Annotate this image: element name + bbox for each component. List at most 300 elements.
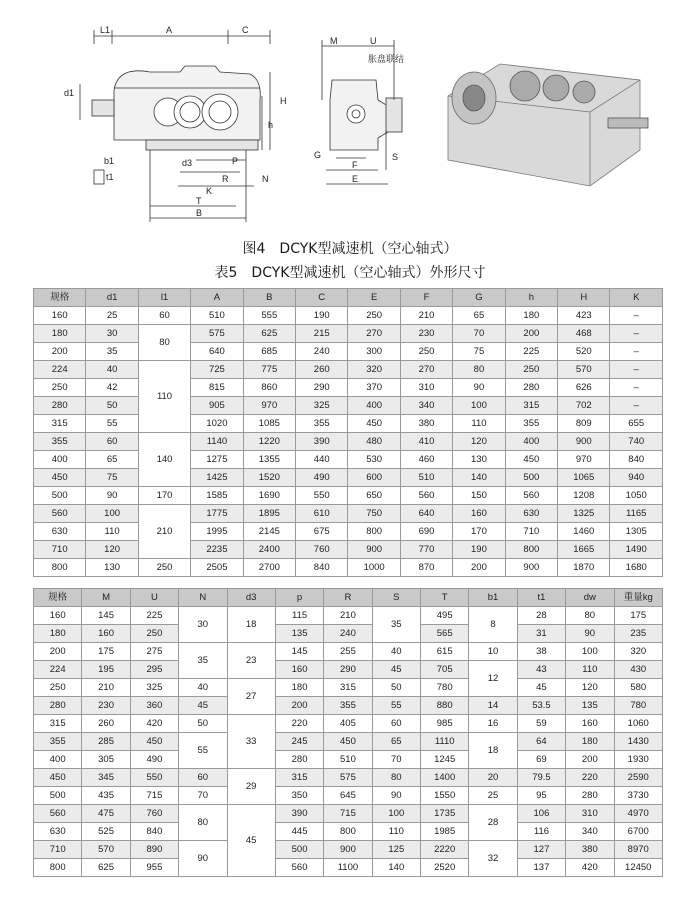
table-row	[34, 787, 663, 805]
table-cell: 16	[469, 715, 517, 733]
table-cell: 250	[130, 625, 178, 643]
table-cell: 500	[34, 787, 82, 805]
table-cell: 290	[296, 379, 348, 397]
table-row	[34, 859, 663, 877]
table-cell: 190	[296, 307, 348, 325]
table-cell: 490	[296, 469, 348, 487]
table-cell: 400	[505, 433, 557, 451]
table-cell: 160	[34, 607, 82, 625]
table-cell: 780	[421, 679, 469, 697]
table-cell: 60	[179, 769, 227, 787]
table-cell: 615	[421, 643, 469, 661]
table-cell: 70	[453, 325, 505, 343]
table-cell: 200	[566, 751, 614, 769]
table-cell: 65	[372, 733, 420, 751]
table-cell: 550	[296, 487, 348, 505]
table-cell: 460	[400, 451, 452, 469]
table-cell: 116	[517, 823, 565, 841]
table-cell: 130	[86, 559, 138, 577]
table-cell: 160	[453, 505, 505, 523]
table-cell: 31	[517, 625, 565, 643]
table-row	[34, 607, 663, 625]
table-cell: 355	[324, 697, 372, 715]
table-cell: 110	[372, 823, 420, 841]
table-cell: –	[610, 343, 663, 361]
table-cell: 430	[614, 661, 663, 679]
gearbox-3d-image	[448, 64, 648, 186]
table-cell: 840	[296, 559, 348, 577]
table-row	[34, 541, 663, 559]
table-cell: 760	[130, 805, 178, 823]
svg-text:E: E	[352, 174, 359, 184]
table-cell: 1305	[610, 523, 663, 541]
table-row	[34, 307, 663, 325]
table-cell: 315	[34, 715, 82, 733]
table-cell: 18	[227, 607, 275, 643]
table-cell: 510	[400, 469, 452, 487]
table-cell: 355	[296, 415, 348, 433]
table-cell: 190	[453, 541, 505, 559]
table-cell: 325	[296, 397, 348, 415]
table-cell: 340	[566, 823, 614, 841]
table-cell: 230	[82, 697, 130, 715]
table-cell: 860	[243, 379, 295, 397]
table-cell: 390	[296, 433, 348, 451]
table-cell: 1425	[191, 469, 243, 487]
table-cell: 640	[400, 505, 452, 523]
table-cell: 770	[400, 541, 452, 559]
table-cell: 320	[348, 361, 400, 379]
table-cell: 315	[324, 679, 372, 697]
table-cell: 310	[566, 805, 614, 823]
table-cell: 610	[296, 505, 348, 523]
table-cell: 32	[469, 841, 517, 877]
table-cell: 1985	[421, 823, 469, 841]
table-cell: 970	[243, 397, 295, 415]
table-cell: 760	[296, 541, 348, 559]
table-cell: 550	[130, 769, 178, 787]
table-cell: 300	[348, 343, 400, 361]
table-cell: 510	[324, 751, 372, 769]
table-cell: 650	[348, 487, 400, 505]
table-cell: 475	[82, 805, 130, 823]
table-header: E	[348, 289, 400, 307]
table-cell: 250	[505, 361, 557, 379]
table-cell: 140	[453, 469, 505, 487]
table-cell: 1220	[243, 433, 295, 451]
table-row	[34, 715, 663, 733]
table-cell: 35	[86, 343, 138, 361]
table-cell: 400	[348, 397, 400, 415]
table-cell: 1165	[610, 505, 663, 523]
table-cell: 1665	[558, 541, 610, 559]
table-cell: 79.5	[517, 769, 565, 787]
table-row	[34, 397, 663, 415]
table-cell: 570	[82, 841, 130, 859]
table-header: F	[400, 289, 452, 307]
table-row	[34, 643, 663, 661]
table-cell: 2235	[191, 541, 243, 559]
table-cell: 2520	[421, 859, 469, 877]
table-cell: 625	[82, 859, 130, 877]
table-cell: 4970	[614, 805, 663, 823]
table-cell: 235	[614, 625, 663, 643]
table-header: l1	[138, 289, 190, 307]
table-cell: 900	[505, 559, 557, 577]
table-cell: 43	[517, 661, 565, 679]
table-row	[34, 805, 663, 823]
table-cell: 38	[517, 643, 565, 661]
table-row	[34, 379, 663, 397]
table-cell: 140	[372, 859, 420, 877]
table-cell: 315	[34, 415, 86, 433]
table-row	[34, 415, 663, 433]
table-cell: 630	[34, 523, 86, 541]
table-header: 规格	[34, 289, 86, 307]
table-cell: 137	[517, 859, 565, 877]
table-cell: 200	[34, 343, 86, 361]
table-cell: 630	[505, 505, 557, 523]
table-cell: 1430	[614, 733, 663, 751]
table-cell: 740	[610, 433, 663, 451]
table-cell: 1995	[191, 523, 243, 541]
table-row	[34, 559, 663, 577]
table-cell: 80	[453, 361, 505, 379]
table-cell: 40	[372, 643, 420, 661]
table-cell: 80	[179, 805, 227, 841]
table-cell: 245	[275, 733, 323, 751]
table-cell: 28	[469, 805, 517, 841]
table-cell: 8	[469, 607, 517, 643]
table-header: R	[324, 589, 372, 607]
table-row	[34, 679, 663, 697]
table-row	[34, 361, 663, 379]
table-header: M	[82, 589, 130, 607]
svg-text:t1: t1	[106, 172, 114, 182]
svg-text:A: A	[166, 25, 173, 35]
table-cell: 240	[296, 343, 348, 361]
table-cell: 210	[400, 307, 452, 325]
table-row	[34, 751, 663, 769]
table-cell: 80	[566, 607, 614, 625]
table-cell: 75	[86, 469, 138, 487]
table-cell: 90	[179, 841, 227, 877]
table-cell: 14	[469, 697, 517, 715]
table-cell: –	[610, 379, 663, 397]
table-cell: 510	[191, 307, 243, 325]
table-cell: 1735	[421, 805, 469, 823]
table-cell: 110	[453, 415, 505, 433]
table-cell: 25	[469, 787, 517, 805]
table-cell: 420	[130, 715, 178, 733]
table-row	[34, 769, 663, 787]
table-cell: 270	[400, 361, 452, 379]
table-cell: 130	[453, 451, 505, 469]
table-cell: 355	[34, 433, 86, 451]
table-cell: 200	[505, 325, 557, 343]
table-cell: 6700	[614, 823, 663, 841]
table-cell: 520	[558, 343, 610, 361]
table-cell: 710	[34, 841, 82, 859]
table-cell: 59	[517, 715, 565, 733]
table-header: H	[558, 289, 610, 307]
table-cell: 468	[558, 325, 610, 343]
table-header: N	[179, 589, 227, 607]
table-cell: 715	[130, 787, 178, 805]
table-cell: 135	[275, 625, 323, 643]
table-cell: 45	[227, 805, 275, 877]
table-cell: 28	[517, 607, 565, 625]
svg-text:H: H	[280, 96, 287, 106]
svg-text:S: S	[392, 152, 399, 162]
dimension-table-1	[33, 288, 663, 577]
table-cell: 170	[453, 523, 505, 541]
table-cell: 60	[86, 433, 138, 451]
table-cell: 160	[275, 661, 323, 679]
table-cell: 100	[453, 397, 505, 415]
table-cell: 220	[566, 769, 614, 787]
svg-text:G: G	[314, 150, 322, 160]
table-cell: 30	[86, 325, 138, 343]
table-cell: 50	[179, 715, 227, 733]
table-cell: 1208	[558, 487, 610, 505]
table-cell: 12	[469, 661, 517, 697]
table-header: C	[296, 289, 348, 307]
table-cell: 135	[566, 697, 614, 715]
table-cell: 800	[505, 541, 557, 559]
table-cell: 2145	[243, 523, 295, 541]
table-cell: 1460	[558, 523, 610, 541]
table-cell: 800	[348, 523, 400, 541]
table-cell: 180	[505, 307, 557, 325]
table-cell: 840	[130, 823, 178, 841]
table-cell: 1100	[324, 859, 372, 877]
table-cell: 70	[372, 751, 420, 769]
table-cell: 160	[82, 625, 130, 643]
table-cell: 220	[275, 715, 323, 733]
table-cell: 555	[243, 307, 295, 325]
table-cell: 725	[191, 361, 243, 379]
svg-text:R: R	[222, 174, 229, 184]
table-cell: 630	[34, 823, 82, 841]
table-cell: 1585	[191, 487, 243, 505]
table-cell: 45	[179, 697, 227, 715]
table-cell: 35	[179, 643, 227, 679]
table-row	[34, 823, 663, 841]
table-cell: 90	[453, 379, 505, 397]
table-cell: 750	[348, 505, 400, 523]
svg-text:L1: L1	[100, 25, 111, 35]
table-cell: 225	[130, 607, 178, 625]
table-cell: 100	[566, 643, 614, 661]
table-cell: 450	[130, 733, 178, 751]
table-cell: 295	[130, 661, 178, 679]
table-cell: 1930	[614, 751, 663, 769]
table-cell: 106	[517, 805, 565, 823]
table-header: A	[191, 289, 243, 307]
table-cell: 45	[372, 661, 420, 679]
coupling-label: 胀盘联结	[368, 54, 405, 64]
table-cell: 1050	[610, 487, 663, 505]
table-cell: 940	[610, 469, 663, 487]
table-cell: 355	[34, 733, 82, 751]
table-cell: 315	[505, 397, 557, 415]
table-cell: 970	[558, 451, 610, 469]
svg-text:T: T	[196, 196, 202, 206]
table-row	[34, 505, 663, 523]
table-cell: 290	[324, 661, 372, 679]
table-cell: 180	[34, 625, 82, 643]
table-cell: 685	[243, 343, 295, 361]
table-cell: 710	[34, 541, 86, 559]
table-cell: 210	[324, 607, 372, 625]
table-cell: 780	[614, 697, 663, 715]
front-view	[80, 30, 270, 222]
table-cell: 445	[275, 823, 323, 841]
table-cell: 310	[400, 379, 452, 397]
svg-text:d3: d3	[182, 158, 193, 168]
table-cell: 250	[138, 559, 190, 577]
table-cell: 250	[348, 307, 400, 325]
table-cell: 350	[275, 787, 323, 805]
table-cell: 280	[34, 397, 86, 415]
table-cell: 250	[34, 379, 86, 397]
table-cell: 90	[372, 787, 420, 805]
table-header: K	[610, 289, 663, 307]
table-cell: 90	[86, 487, 138, 505]
table-cell: 1680	[610, 559, 663, 577]
table-cell: 400	[34, 751, 82, 769]
table-cell: 224	[34, 661, 82, 679]
svg-text:P: P	[232, 156, 239, 166]
table-header: b1	[469, 589, 517, 607]
table-cell: 405	[324, 715, 372, 733]
table-cell: 75	[453, 343, 505, 361]
table-cell: 575	[191, 325, 243, 343]
table-cell: 260	[296, 361, 348, 379]
table-cell: 775	[243, 361, 295, 379]
table-cell: 450	[324, 733, 372, 751]
table-cell: 900	[348, 541, 400, 559]
table-cell: 955	[130, 859, 178, 877]
svg-text:B: B	[196, 208, 203, 218]
table-cell: 1775	[191, 505, 243, 523]
table-cell: 215	[296, 325, 348, 343]
table-cell: 90	[566, 625, 614, 643]
table-cell: 560	[34, 805, 82, 823]
table-cell: 55	[372, 697, 420, 715]
table-cell: 280	[34, 697, 82, 715]
table-cell: 423	[558, 307, 610, 325]
table-cell: 115	[275, 607, 323, 625]
table-cell: 110	[138, 361, 190, 433]
table-cell: 40	[86, 361, 138, 379]
table-cell: 250	[34, 679, 82, 697]
table-cell: 655	[610, 415, 663, 433]
table-cell: 690	[400, 523, 452, 541]
table-cell: 1895	[243, 505, 295, 523]
svg-text:b1: b1	[104, 156, 115, 166]
table-cell: 120	[566, 679, 614, 697]
table-cell: 560	[400, 487, 452, 505]
table-cell: 80	[138, 325, 190, 361]
table-header: p	[275, 589, 323, 607]
table-cell: 450	[505, 451, 557, 469]
table-row	[34, 523, 663, 541]
table-cell: 1400	[421, 769, 469, 787]
table-cell: 495	[421, 607, 469, 625]
table-cell: 260	[82, 715, 130, 733]
table-cell: 1690	[243, 487, 295, 505]
table-cell: 380	[400, 415, 452, 433]
table-header: 规格	[34, 589, 82, 607]
table-cell: 225	[505, 343, 557, 361]
table-cell: 127	[517, 841, 565, 859]
table-row	[34, 733, 663, 751]
table-cell: 600	[348, 469, 400, 487]
table-cell: 110	[86, 523, 138, 541]
table-cell: 55	[179, 733, 227, 769]
table-cell: 390	[275, 805, 323, 823]
technical-drawing	[0, 0, 700, 232]
table-cell: 325	[130, 679, 178, 697]
table-cell: 145	[275, 643, 323, 661]
table-row	[34, 469, 663, 487]
table-cell: 645	[324, 787, 372, 805]
table-cell: 125	[372, 841, 420, 859]
table-cell: 255	[324, 643, 372, 661]
table-cell: 40	[179, 679, 227, 697]
table-cell: 170	[138, 487, 190, 505]
table-cell: 809	[558, 415, 610, 433]
table-header: dw	[566, 589, 614, 607]
table-cell: 400	[34, 451, 86, 469]
table-cell: 626	[558, 379, 610, 397]
table-cell: 200	[34, 643, 82, 661]
table-cell: 120	[453, 433, 505, 451]
table-cell: 2220	[421, 841, 469, 859]
table-cell: 985	[421, 715, 469, 733]
table-cell: 800	[34, 859, 82, 877]
table-cell: 280	[566, 787, 614, 805]
table-cell: 905	[191, 397, 243, 415]
table-cell: 1490	[610, 541, 663, 559]
table-cell: 1325	[558, 505, 610, 523]
table-cell: –	[610, 361, 663, 379]
table-cell: 140	[138, 433, 190, 487]
table-cell: 315	[275, 769, 323, 787]
table-cell: 1065	[558, 469, 610, 487]
table-cell: 250	[400, 343, 452, 361]
table-cell: 100	[372, 805, 420, 823]
table-cell: 565	[421, 625, 469, 643]
table-cell: 270	[348, 325, 400, 343]
table-cell: 702	[558, 397, 610, 415]
table-cell: 25	[86, 307, 138, 325]
table-cell: 29	[227, 769, 275, 805]
table-cell: 440	[296, 451, 348, 469]
table-cell: 320	[614, 643, 663, 661]
table-cell: 110	[566, 661, 614, 679]
table-cell: 1245	[421, 751, 469, 769]
svg-text:F: F	[352, 160, 358, 170]
table-cell: 2505	[191, 559, 243, 577]
table-cell: 340	[400, 397, 452, 415]
table-cell: 710	[505, 523, 557, 541]
table-cell: 55	[86, 415, 138, 433]
svg-text:K: K	[206, 186, 213, 196]
table-cell: 50	[86, 397, 138, 415]
